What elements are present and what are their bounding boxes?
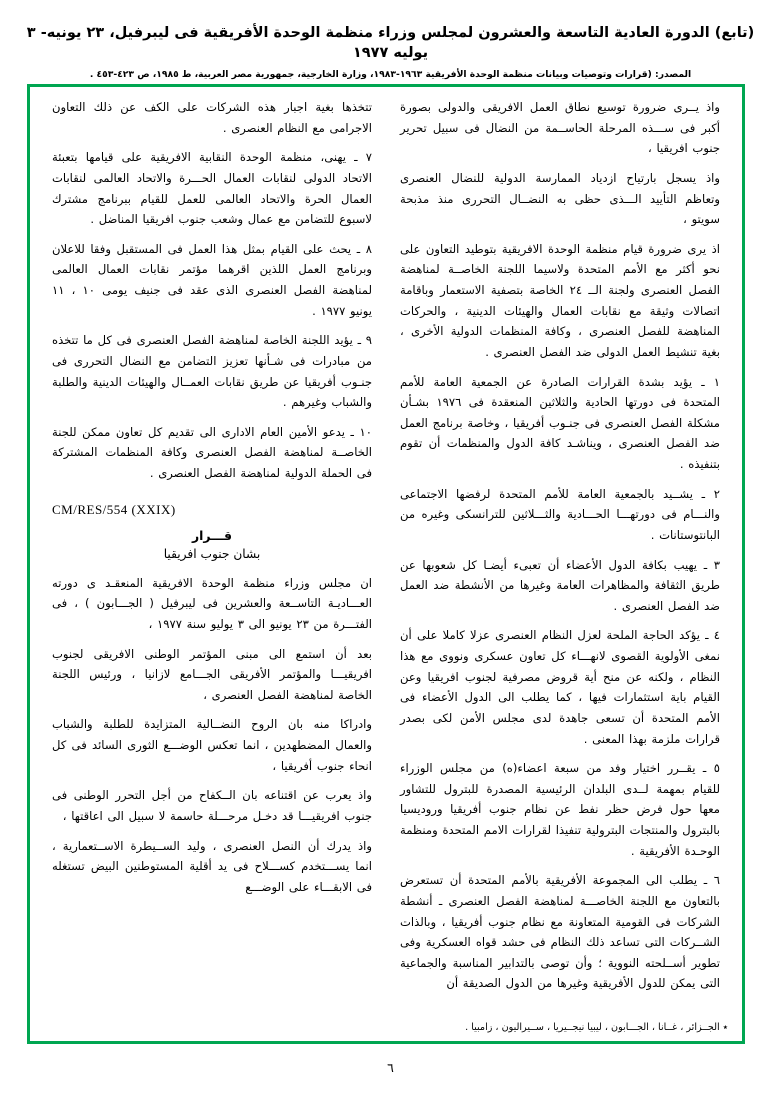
paragraph: ٢ ـ يشــيد بالجمعية العامة للأمم المتحدة لرفضها الاجتماعى والنـــام فى دورتهـــا الحـــادية والثـــلاثين للترانسكى وغيره من البانتوستانات .	[400, 486, 720, 542]
paragraph: واذ يدرك أن النصل العنصرى ، وليد الســيطرة الاســتعمارية ، انما يســـتخدم كســـلاح فى يد أقلية المستوطنين البيض تستغله فى الابقـــاء على الوضـــع	[52, 838, 372, 894]
paragraph: ٩ ـ يؤيد اللجنة الخاصة لمناهضة الفصل العنصرى فى كل ما تتخذه من مبادرات فى شـأنها تعزيز التضامن مع النضال التحررى فى جنـوب أفريقيا عن طريق نقابات العمــال والهيئات الدينية والطلبة والشباب وغيرهم .	[52, 333, 372, 410]
left-column	[44, 97, 386, 1035]
paragraph: ٥ ـ يقــرر اختيار وفد من سبعة اعضاء(ه) من مجلس الوزراء للقيام بمهمة لــدى البلدان الرئيسية المصدرة للبترول للتشاور معها حول فرض حظر نفط عن نظام جنوب أفريقيا وروديسيا بالبترول والمنتجات البترولية تنفيذا لقرارات الامم المتحدة ومنظمة الوحـدة الأفريقية .	[400, 761, 720, 858]
right-column	[386, 97, 728, 1035]
resolution-number: CM/RES/554 (XXIX)	[52, 501, 176, 517]
paragraph: وادراكا منه بان الروح النضــالية المتزايدة للطلبة والشباب والعمال المضطهدين ، انما تعكس الوضـــع الثورى السائد فى كل انحاء جنوب أفريقيا ،	[52, 717, 372, 773]
page-header	[18, 24, 763, 82]
paragraph: ١٠ ـ يدعو الأمين العام الادارى الى تقديم كل تعاون ممكن للجنة الخاصــة لمناهضة الفصل العنصرى وكافة المنظمات المشتركة فى الحملة الدولية لمناهضة الفصل العنصرى .	[52, 424, 372, 480]
paragraph: ٣ ـ يهيب بكافة الدول الأعضاء أن تعبىء أيضـا كل شعوبها عن طريق الثقافة والمظاهرات العامة وغيرها من الأنشطة ضد العمل ضد الفصل العنصرى .	[400, 557, 720, 613]
paragraph: ١ ـ يؤيد بشدة القرارات الصادرة عن الجمعية العامة للأمم المتحدة فى دورتها الحادية والثلاثين المنعقدة فى ١٩٧٦ بشـأن مشكلة الفصل العنصرى فى جنـوب أفريقيا ، وخاصة برنامج العمل ضد الفصل العنصرى ، ويناشـد كافة الدول والمنظمات أن تقوم بتنفيذه .	[400, 374, 720, 471]
header-title: (تابع) الدورة العادية التاسعة والعشرون لمجلس وزراء منظمة الوحدة الأفريقية فى ليبرفيل، ٢٣ يونيه- ٣ يوليه ١٩٧٧	[26, 25, 755, 61]
paragraph: ٧ ـ يهنى، منظمة الوحدة النقابية الافريقية على قيامها بتعبئة الاتحاد الدولى لنقابات العمال الحـــرة والاتحاد العالمى لنقابات العمال الحرة والاتحاد العالمى للعمل للقيام ببرنامج مشترك لاسبوع للتضامن مع عمال وشعب جنوب افريقيا المناضل .	[52, 150, 372, 227]
content-frame-inner	[30, 87, 742, 1041]
paragraph: ٦ ـ يطلب الى المجموعة الأفريقية بالأمم المتحدة أن تستعرض بالتعاون مع اللجنة الخاصـــة لمناهضة الفصل العنصرى ـ أنشطة الشركات فى القومية المتعاونة مع نظام جنوب أفريقيا ، وبالذات الشــركات التى تساعد ذلك النظام فى حشد قواه العسكرية وفى تطوير أســلحته النووية ؛ وأن توصى بالتدابير المناسبة والجماعية التى يمكن للدول الأفريقية وغيرها من الدول الصديقة أن	[400, 873, 720, 991]
paragraph: ٤ ـ يؤكد الحاجة الملحة لعزل النظام العنصرى عزلا كاملا على أن نمغى الأولوية القصوى لانهـــاء كل تعاون عسكرى ونووى مع هذا النظام ، ولكنه عن منح أية قروض مصرفية لجنوب افريقيا وعن القيام باية استثمارات فيها ، كما يطلب الى الدول الأعضاء فى الأمم المتحدة أن تسعى جاهدة لدى مجلس الأمن لكى بصدر قرارات ملزمة بهذا المعنى .	[400, 628, 720, 746]
content-frame	[27, 84, 745, 1044]
resolution-subheading: بشان جنوب افريقيا	[163, 546, 261, 561]
header-source: المصدر: (قرارات وتوصيات وبيانات منظمة الوحدة الأفريقية ١٩٦٣-١٩٨٣، وزارة الخارجية، جمهورية مصر العربية، ط ١٩٨٥، ص ٤٢٣-٤٥٣ .	[89, 69, 692, 81]
paragraph: ٨ ـ يحث على القيام بمثل هذا العمل فى المستقبل وفقا للاعلان وبرنامج العمل اللذين اقرهما مؤتمر نقابات العمال العالمى لمناهضة الفصل العنصرى الذى عقد فى جنيف يومى ١٠ ، ١١ يونيو ١٩٧٧ .	[52, 241, 372, 318]
paragraph: اذ يرى ضرورة قيام منظمة الوحدة الافريقية بتوطيد التعاون على نحو أكثر مع الأمم المتحدة ولاسيما اللجنة الخاصــة لمناهضة الفصل العنصرى ولجنة الــ ٢٤ الخاصة بتصفية الاستعمار وباقامة اتصالات وثيقة مع نقابات العمال والهيئات الدينية ، والحركات المناهضة للفصل العنصرى ، وكافة المنظمات الدولية الأخرى ، بغية تنشيط العمل الدولى ضد الفصل العنصرى .	[400, 241, 720, 359]
two-column-layout	[44, 97, 728, 1035]
page-number: ٦	[387, 1060, 394, 1075]
paragraph: ان مجلس وزراء منظمة الوحدة الافريقية المنعقـد ى دورته العـــاديـة التاســعة والعشرين فى ليبرفيل ( الجـــابون ) ، فى الفتـــرة من ٢٣ يونيو الى ٣ يوليو سنة ١٩٧٧ ،	[52, 575, 372, 631]
paragraph: واذ يعرب عن اقتناعه بان الــكفاح من أجل التحرر الوطنى فى جنوب افريقيـــا قد دخـل مرحـــلة حاسمة لا سبيل الى اعاقتها ،	[52, 788, 372, 823]
footnote: ٭ الجــزائر ، غــانا ، الجـــابون ، ليبيا نيجــيريا ، ســيراليون ، زامبيا .	[465, 1022, 728, 1033]
paragraph: واذ يسجل بارتياح ازدياد الممارسة الدولية للنضال العنصرى وتعاظم التأييد الـــذى حظى به النضــال التحررى منذ مذبحة سويتو ،	[400, 170, 720, 227]
resolution-heading: قـــرار	[192, 527, 232, 543]
paragraph: واذ يــرى ضرورة توسيع نطاق العمل الافريقى والدولى بصورة أكبر فى ســـذه المرحلة الحاســمة من النضال فى سبيل تحرير جنوب افريقيا ،	[400, 100, 720, 156]
paragraph: تتخذها بغية اجبار هذه الشركات على الكف عن ذلك التعاون الاجرامى مع النظام العنصرى .	[52, 100, 372, 135]
paragraph: بعد أن استمع الى مبنى المؤتمر الوطنى الافريقى لجنوب افريقيـــا والمؤتمر الأفريقى الجـــامع لازانيا ، ورئيس اللجنة الخاصة لمناهضة الفصل العنصرى ،	[52, 646, 372, 702]
